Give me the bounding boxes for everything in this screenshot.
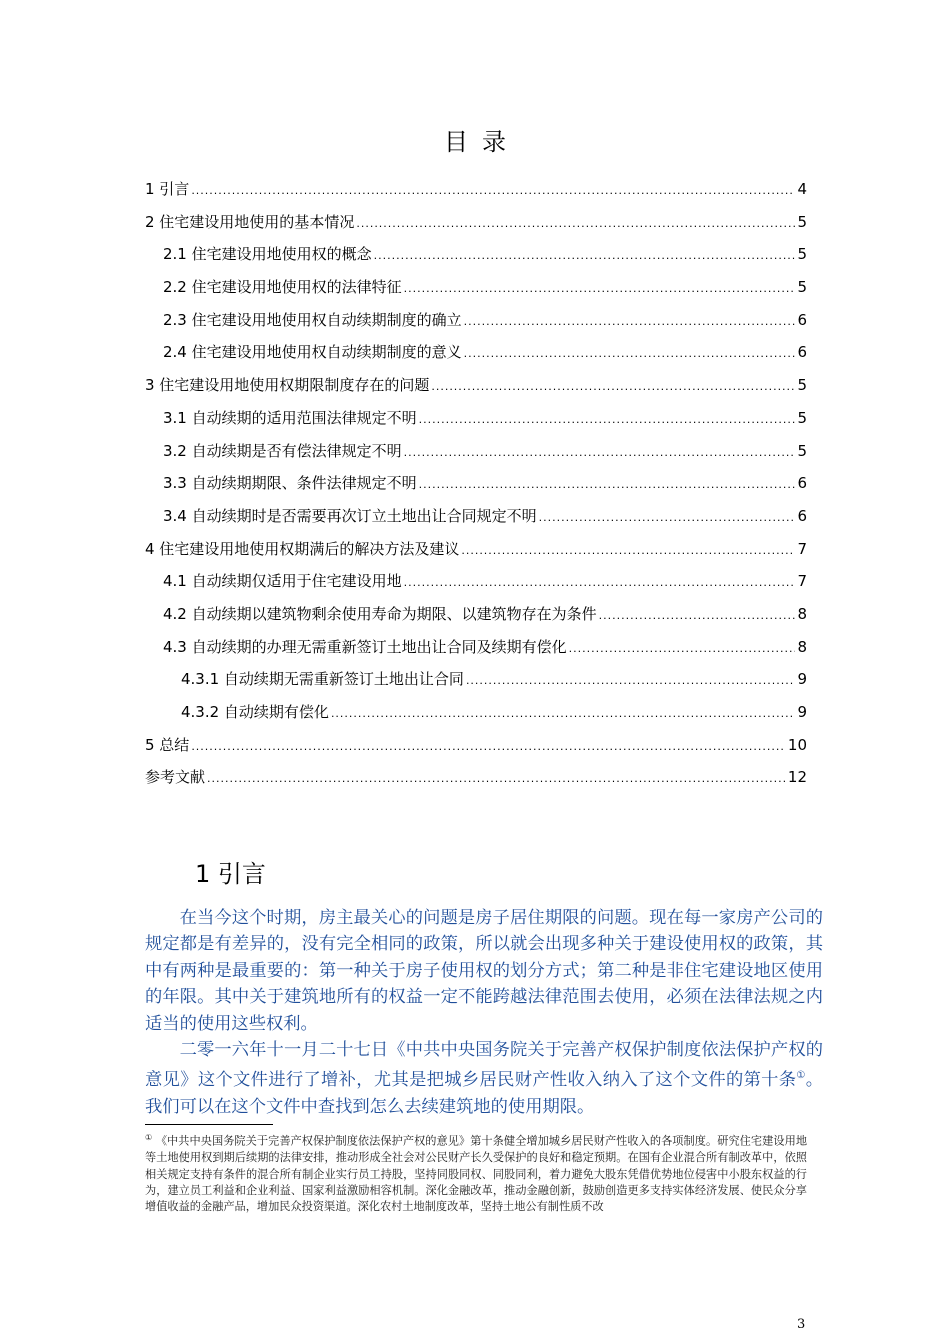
toc-leader-dots	[404, 282, 796, 295]
toc-leader-dots	[431, 380, 795, 393]
toc-entry[interactable]	[145, 341, 807, 374]
toc-entry-label: 4 住宅建设用地使用权期满后的解决方法及建议	[145, 539, 460, 558]
toc-title: 目录	[444, 128, 520, 156]
toc-entry[interactable]	[145, 374, 807, 407]
toc-entry[interactable]	[145, 603, 807, 636]
toc-leader-dots	[207, 772, 786, 785]
toc-leader-dots	[464, 347, 796, 360]
toc-entry[interactable]	[145, 538, 807, 571]
toc-entry[interactable]	[145, 701, 807, 734]
section-heading: 1 引言	[195, 860, 266, 888]
toc-entry-page: 6	[797, 343, 807, 362]
toc-entry-label: 参考文献	[145, 768, 206, 787]
toc-leader-dots	[191, 184, 795, 197]
toc-leader-dots	[539, 511, 796, 524]
toc-entry-label: 2.4 住宅建设用地使用权自动续期制度的意义	[163, 343, 462, 362]
toc-entry-page: 7	[797, 539, 807, 558]
toc-entry-label: 1 引言	[145, 180, 190, 198]
page-number: 3	[797, 1317, 806, 1332]
toc-entry[interactable]	[145, 309, 807, 342]
footnote-mark: ①	[145, 1133, 153, 1142]
footnote-divider	[145, 1124, 273, 1125]
toc-entry[interactable]	[145, 734, 807, 767]
toc-entry-label: 2.3 住宅建设用地使用权自动续期制度的确立	[163, 310, 462, 329]
toc-entry-label: 3.1 自动续期的适用范围法律规定不明	[163, 408, 417, 427]
toc-entry-label: 4.2 自动续期以建筑物剩余使用寿命为期限、以建筑物存在为条件	[163, 604, 597, 623]
toc-entry[interactable]	[145, 243, 807, 276]
footnote-text: 《中共中央国务院关于完善产权保护制度依法保护产权的意见》第十条健全增加城乡居民财产性收入的各项制度。研究住宅建设用地等土地使用权到期后续期的法律安排，推动形成全社会对公民财产长久受保护的良好和稳定预期。在国有企业混合所有制改革中，依照相关规定支持有条件的混合所有制企业实行员工持股，坚持同股同权、同股同利，着力避免大股东凭借优势地位侵害中小股东权益的行为，建立员工利益和企业利益、国家利益激励相容机制。深化金融改革，推动金融创新，鼓励创造更多支持实体经济发展、使民众分享增值收益的金融产品，增加民众投资渠道。深化农村土地制度改革，坚持土地公有制性质不改	[145, 1134, 808, 1214]
toc-entry-page: 6	[797, 310, 807, 329]
toc-entry-page: 5	[797, 212, 807, 231]
toc-entry[interactable]	[145, 636, 807, 669]
toc-entry-page: 6	[797, 506, 807, 525]
toc-entry[interactable]	[145, 276, 807, 309]
toc-entry-page: 12	[787, 768, 807, 787]
toc-entry[interactable]	[145, 668, 807, 701]
toc-leader-dots	[461, 544, 795, 557]
toc-entry-page: 7	[797, 572, 807, 591]
toc-leader-dots	[404, 446, 796, 459]
toc-entry[interactable]	[145, 440, 807, 473]
toc-leader-dots	[599, 609, 796, 622]
toc-entry-page: 8	[797, 604, 807, 623]
toc-entry-page: 6	[797, 474, 807, 493]
paragraph: 在当今这个时期，房主最关心的问题是房子居住期限的问题。现在每一家房产公司的规定都是有差异的，没有完全相同的政策，所以就会出现多种关于建设使用权的政策，其中有两种是最重要的：第一种关于房子使用权的划分方式；第二种是非住宅建设地区使用的年限。其中关于建筑地所有的权益一定不能跨越法律范围去使用，必须在法律法规之内适当的使用这些权利。	[145, 908, 823, 1034]
toc-entry-label: 3.4 自动续期时是否需要再次订立土地出让合同规定不明	[163, 506, 537, 525]
toc-entry[interactable]	[145, 407, 807, 440]
toc-entry-page: 5	[797, 408, 807, 427]
toc-entry-page: 5	[797, 376, 807, 395]
toc-leader-dots	[419, 413, 796, 426]
toc-entry-label: 5 总结	[145, 735, 190, 754]
body-text	[145, 905, 823, 1120]
toc-leader-dots	[569, 642, 796, 655]
toc-entry-label: 3.3 自动续期期限、条件法律规定不明	[163, 474, 417, 493]
toc-entry-label: 2.1 住宅建设用地使用权的概念	[163, 245, 372, 264]
toc-entry-page: 5	[797, 278, 807, 297]
paragraph	[145, 1037, 823, 1120]
toc-entry-label: 2 住宅建设用地使用的基本情况	[145, 212, 355, 231]
footnote	[145, 1130, 807, 1216]
table-of-contents	[145, 178, 807, 799]
toc-leader-dots	[356, 217, 795, 230]
toc-entry-page: 5	[797, 245, 807, 264]
toc-leader-dots	[464, 315, 796, 328]
toc-entry-page: 10	[787, 735, 807, 754]
toc-entry[interactable]	[145, 505, 807, 538]
toc-entry-label: 2.2 住宅建设用地使用权的法律特征	[163, 278, 402, 297]
toc-entry-page: 5	[797, 441, 807, 460]
toc-leader-dots	[191, 740, 786, 753]
toc-entry-page: 9	[797, 703, 807, 721]
toc-entry[interactable]	[145, 178, 807, 211]
toc-entry-label: 4.3.1 自动续期无需重新签订土地出让合同	[181, 670, 464, 689]
footnote-reference[interactable]: ①	[796, 1070, 806, 1082]
toc-entry[interactable]	[145, 472, 807, 505]
toc-leader-dots	[374, 249, 796, 262]
toc-entry-label: 3 住宅建设用地使用权期限制度存在的问题	[145, 376, 430, 395]
toc-entry[interactable]	[145, 766, 807, 799]
toc-entry-page: 4	[797, 180, 807, 198]
toc-entry[interactable]	[145, 570, 807, 603]
toc-entry-page: 8	[797, 637, 807, 656]
toc-leader-dots	[331, 707, 796, 720]
toc-entry[interactable]	[145, 211, 807, 244]
paragraph-text: 二零一六年十一月二十七日《中共中央国务院关于完善产权保护制度依法保护产权的意见》这个文件进行了增补，尤其是把城乡居民财产性收入纳入了这个文件的第十条	[145, 1040, 823, 1091]
toc-entry-label: 4.1 自动续期仅适用于住宅建设用地	[163, 572, 402, 591]
toc-leader-dots	[466, 674, 796, 687]
toc-entry-label: 4.3.2 自动续期有偿化	[181, 703, 329, 721]
toc-entry-page: 9	[797, 670, 807, 689]
paragraph-text: 。我们可以在这个文件中查找到怎么去续建筑地的使用期限。	[145, 1070, 823, 1117]
toc-entry-label: 4.3 自动续期的办理无需重新签订土地出让合同及续期有偿化	[163, 637, 567, 656]
toc-leader-dots	[419, 478, 796, 491]
toc-entry-label: 3.2 自动续期是否有偿法律规定不明	[163, 441, 402, 460]
toc-leader-dots	[404, 576, 796, 589]
